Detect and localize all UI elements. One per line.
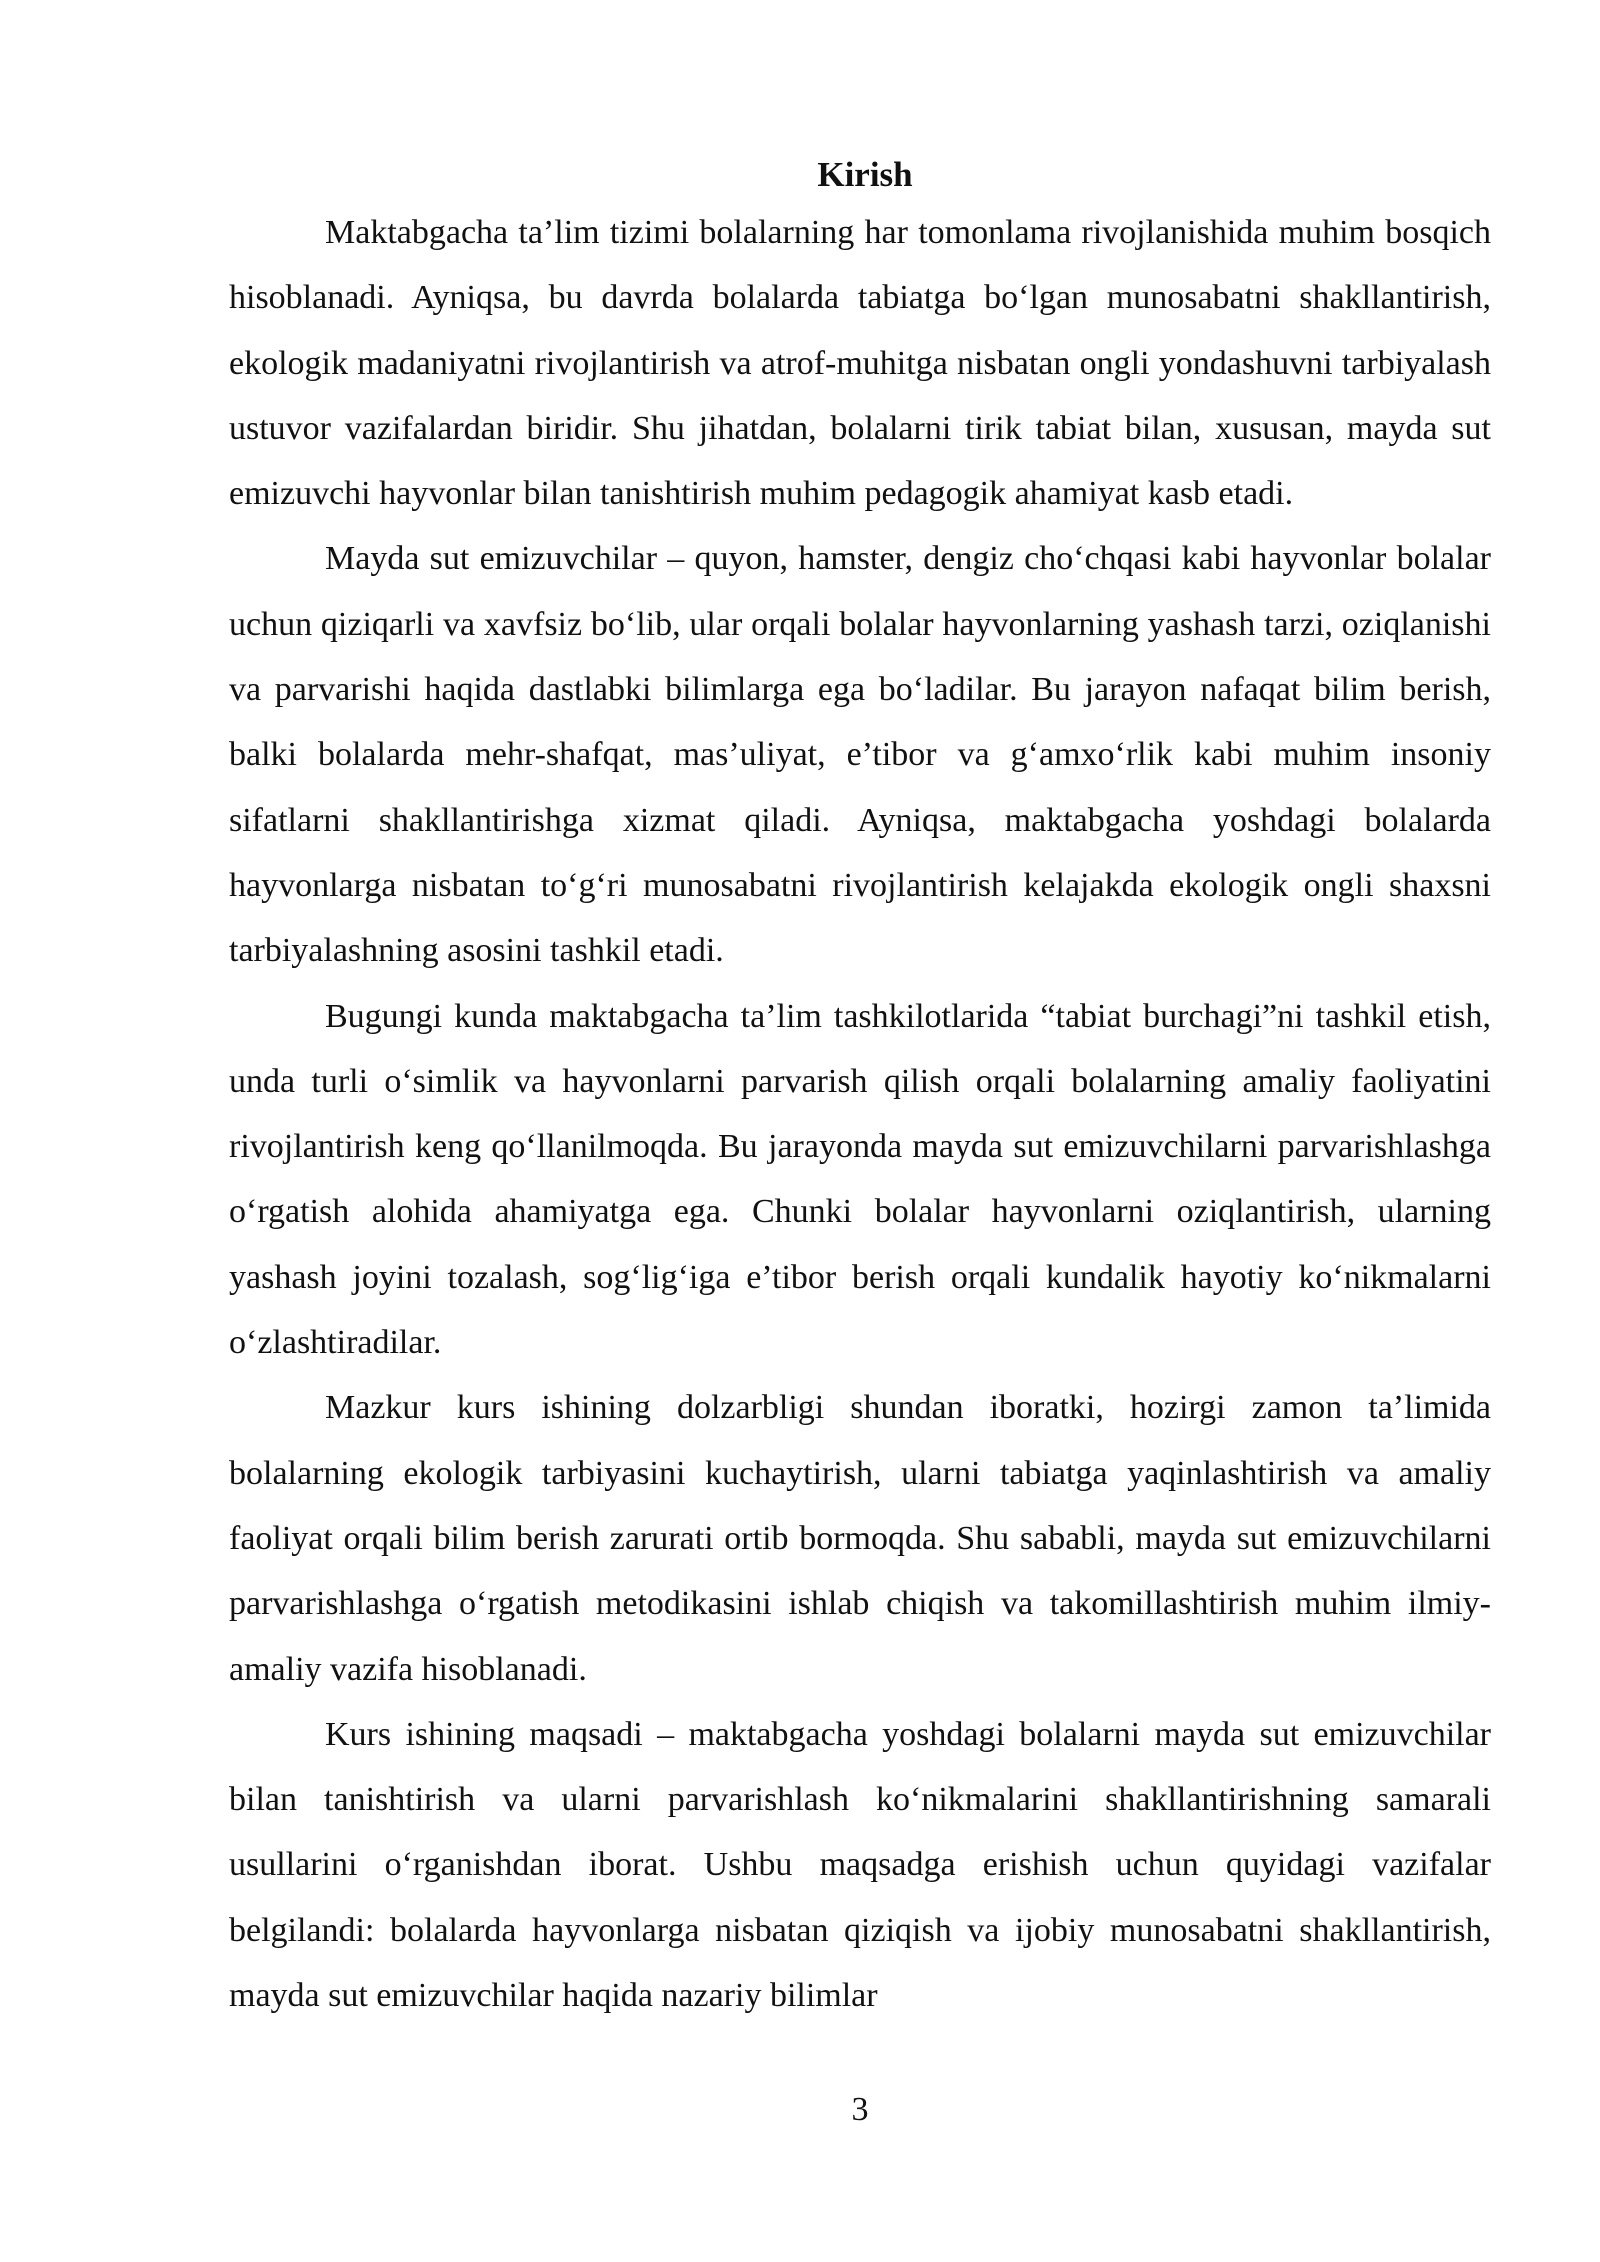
paragraph-2: Mayda sut emizuvchilar – quyon, hamster, dengiz cho‘chqasi kabi hayvonlar bolalar uchun qiziqarli va xavfsiz bo‘lib, ular orqali bolalar hayvonlarning yashash tarzi, oziqlanishi va parvarishi haqida dastlabki bilimlarga ega bo‘ladilar. Bu jarayon nafaqat bilim berish, balki bolalarda mehr-shafqat, mas’uliyat, e’tibor va g‘amxo‘rlik kabi muhim insoniy sifatlarni shakllantirishga xizmat qiladi. Ayniqsa, maktabgacha yoshdagi bolalarda hayvonlarga nisbatan to‘g‘ri munosabatni rivojlantirish kelajakda ekologik ongli shaxsni tarbiyalashning asosini tashkil etadi.: [229, 540, 1491, 970]
paragraph-3: Bugungi kunda maktabgacha ta’lim tashkilotlarida “tabiat burchagi”ni tashkil etish, unda turli o‘simlik va hayvonlarni parvarish qilish orqali bolalarning amaliy faoliyatini rivojlantirish keng qo‘llanilmoqda. Bu jarayonda mayda sut emizuvchilarni parvarishlashga o‘rgatish alohida ahamiyatga ega. Chunki bolalar hayvonlarni oziqlantirish, ularning yashash joyini tozalash, sog‘lig‘iga e’tibor berish orqali kundalik hayotiy ko‘nikmalarni o‘zlashtiradilar.: [229, 997, 1491, 1362]
page-title: Kirish: [817, 155, 913, 194]
paragraph-1: Maktabgacha ta’lim tizimi bolalarning har tomonlama rivojlanishida muhim bosqich hisoblanadi. Ayniqsa, bu davrda bolalarda tabiatga bo‘lgan munosabatni shakllantirish, ekologik madaniyatni rivojlantirish va atrof-muhitga nisbatan ongli yondashuvni tarbiyalash ustuvor vazifalardan biridir. Shu jihatdan, bolalarni tirik tabiat bilan, xususan, mayda sut emizuvchi hayvonlar bilan tanishtirish muhim pedagogik ahamiyat kasb etadi.: [229, 214, 1491, 513]
page-number: 3: [851, 2091, 869, 2128]
body-text: [229, 200, 1491, 2028]
paragraph-5: Kurs ishining maqsadi – maktabgacha yoshdagi bolalarni mayda sut emizuvchilar bilan tanishtirish va ularni parvarishlash ko‘nikmalarini shakllantirishning samarali usullarini o‘rganishdan iborat. Ushbu maqsadga erishish uchun quyidagi vazifalar belgilandi: bolalarda hayvonlarga nisbatan qiziqish va ijobiy munosabatni shakllantirish, mayda sut emizuvchilar haqida nazariy bilimlar: [229, 1715, 1491, 2015]
paragraph-4: Mazkur kurs ishining dolzarbligi shundan iboratki, hozirgi zamon ta’limida bolalarning ekologik tarbiyasini kuchaytirish, ularni tabiatga yaqinlashtirish va amaliy faoliyat orqali bilim berish zarurati ortib bormoqda. Shu sababli, mayda sut emizuvchilarni parvarishlashga o‘rgatish metodikasini ishlab chiqish va takomillashtirish muhim ilmiy-amaliy vazifa hisoblanadi.: [229, 1389, 1491, 1688]
